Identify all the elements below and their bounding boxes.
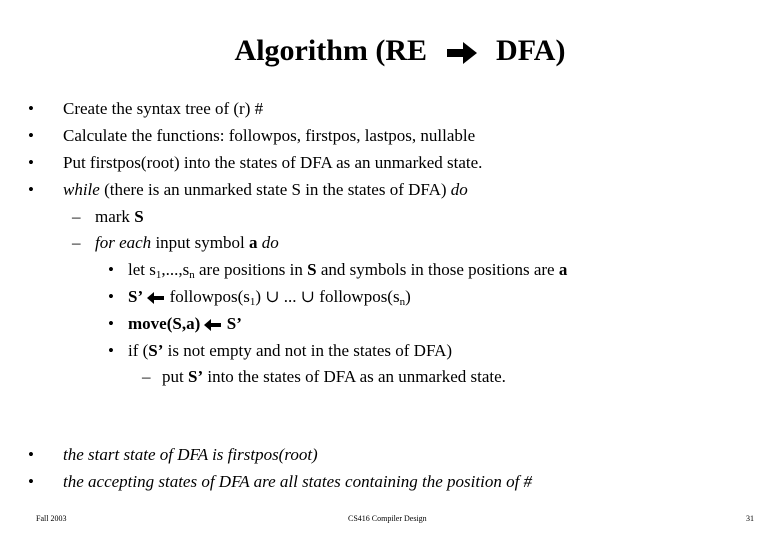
step-for-each bbox=[95, 233, 279, 253]
let-text: are positions in bbox=[194, 260, 308, 279]
step-if bbox=[128, 341, 452, 361]
subscript: 1 bbox=[249, 296, 256, 308]
slide-title bbox=[0, 34, 780, 68]
for-each-text: input symbol bbox=[151, 233, 249, 252]
bullet-functions: Calculate the functions: followpos, firstpos, lastpos, nullable bbox=[63, 126, 476, 145]
subscript: n bbox=[189, 269, 195, 281]
bullet-dot: • bbox=[28, 153, 34, 172]
bullet-dot: • bbox=[28, 126, 34, 145]
sub-dash: – bbox=[72, 207, 81, 226]
sub-dash: – bbox=[142, 367, 151, 386]
step-mark bbox=[95, 207, 144, 227]
followpos-text: followpos(s bbox=[165, 287, 250, 306]
step-compute-sprime bbox=[128, 287, 411, 307]
mark-label: mark bbox=[95, 207, 135, 226]
bullet-dot: • bbox=[28, 99, 34, 118]
let-text: let s bbox=[128, 260, 156, 279]
footer-course: CS416 Compiler Design bbox=[348, 514, 427, 523]
bullet-while-loop bbox=[63, 180, 468, 200]
subscript: n bbox=[399, 296, 406, 308]
footer-page-number: 31 bbox=[746, 514, 754, 523]
put-text: put bbox=[162, 367, 188, 386]
symbol-a: a bbox=[248, 233, 258, 252]
let-text: ,...,s bbox=[161, 260, 190, 279]
footer-date: Fall 2003 bbox=[36, 514, 67, 523]
right-arrow-icon bbox=[445, 40, 479, 66]
state-sprime: S’ bbox=[222, 314, 242, 333]
bullet-dot: • bbox=[108, 314, 114, 333]
keyword-do: do bbox=[450, 180, 468, 199]
bullet-dot: • bbox=[28, 445, 34, 464]
left-arrow-icon bbox=[147, 292, 165, 304]
let-text: and symbols in those positions are bbox=[316, 260, 559, 279]
put-text: into the states of DFA as an unmarked state. bbox=[203, 367, 506, 386]
bullet-dot: • bbox=[28, 180, 34, 199]
bullet-dot: • bbox=[108, 341, 114, 360]
bullet-dot: • bbox=[28, 472, 34, 491]
bullet-dot: • bbox=[108, 260, 114, 279]
symbol-a: a bbox=[558, 260, 568, 279]
while-condition: (there is an unmarked state S in the states of DFA) bbox=[99, 180, 451, 199]
sub-dash: – bbox=[72, 233, 81, 252]
followpos-text: ) ∪ ... ∪ followpos(s bbox=[255, 287, 400, 306]
keyword-for-each: for each bbox=[95, 233, 152, 252]
if-text: is not empty and not in the states of DFA) bbox=[163, 341, 453, 360]
state-S: S bbox=[307, 260, 317, 279]
step-let bbox=[128, 260, 567, 280]
bullet-dot: • bbox=[108, 287, 114, 306]
step-move bbox=[128, 314, 242, 334]
mark-state: S bbox=[134, 207, 144, 226]
title-left: Algorithm (RE bbox=[234, 34, 428, 67]
state-sprime: S’ bbox=[187, 367, 204, 386]
bullet-start-state: the start state of DFA is firstpos(root) bbox=[63, 445, 318, 464]
bullet-syntax-tree: Create the syntax tree of (r) # bbox=[63, 99, 264, 118]
if-text: if ( bbox=[128, 341, 149, 360]
keyword-while: while bbox=[63, 180, 100, 199]
title-right: DFA) bbox=[496, 34, 566, 67]
bullet-firstpos-root: Put firstpos(root) into the states of DFA as an unmarked state. bbox=[63, 153, 483, 172]
step-put bbox=[162, 367, 506, 387]
keyword-do: do bbox=[257, 233, 279, 252]
state-sprime: S’ bbox=[128, 287, 144, 306]
move-function: move(S,a) bbox=[128, 314, 201, 333]
left-arrow-icon bbox=[204, 319, 222, 331]
state-sprime: S’ bbox=[148, 341, 164, 360]
bullet-accepting-states: the accepting states of DFA are all states containing the position of # bbox=[63, 472, 533, 491]
subscript: 1 bbox=[155, 269, 162, 281]
followpos-text: ) bbox=[405, 287, 411, 306]
